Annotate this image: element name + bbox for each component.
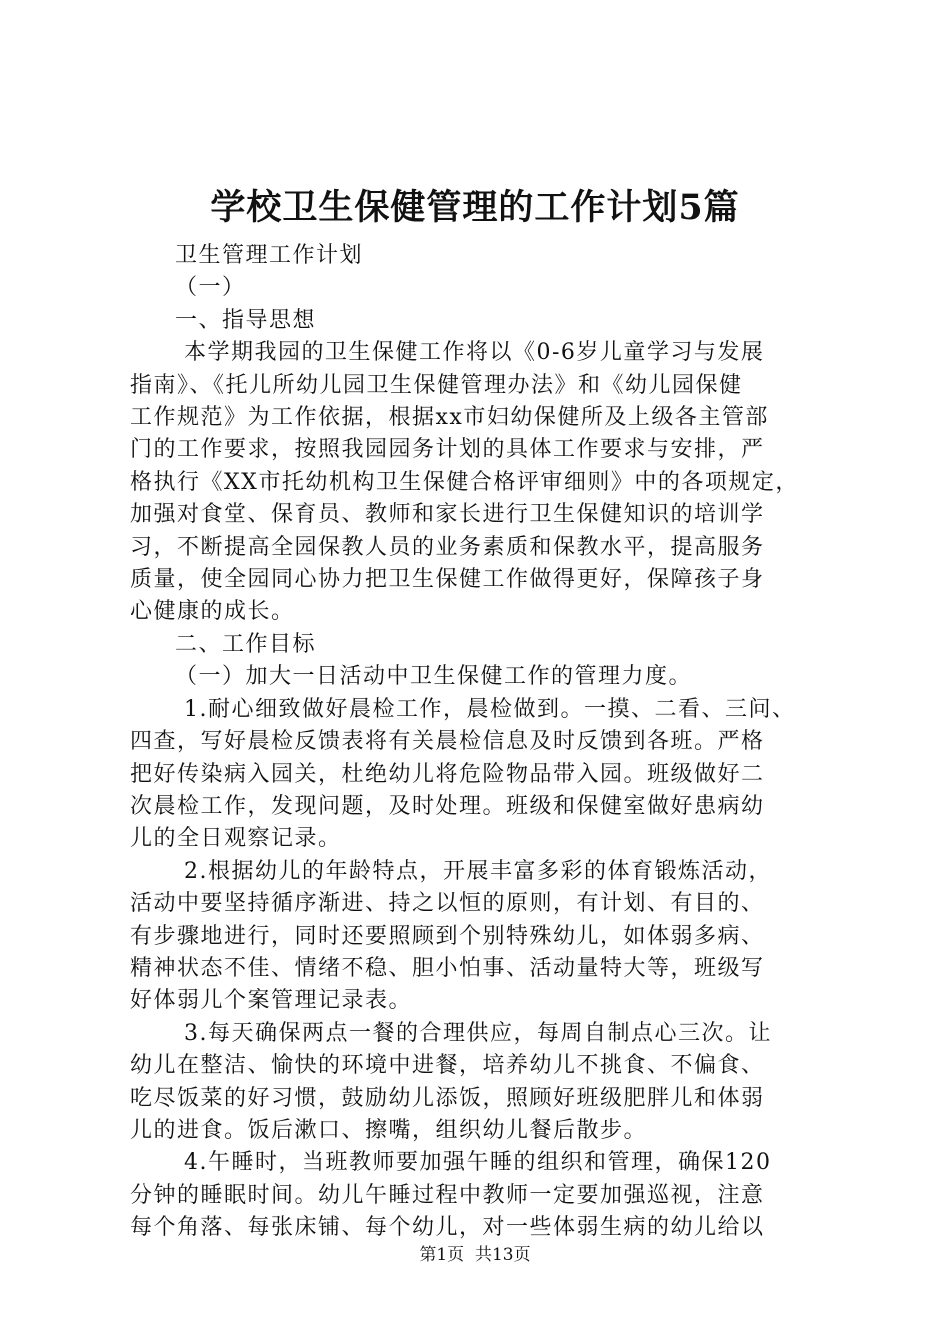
subsection-heading: （一）加大一日活动中卫生保健工作的管理力度。 <box>175 664 693 690</box>
paragraph-line: 幼儿在整洁、愉快的环境中进餐，培养幼儿不挑食、不偏食、 <box>130 1053 765 1079</box>
paragraph-line: 精神状态不佳、情绪不稳、胆小怕事、活动量特大等，班级写 <box>130 955 765 981</box>
paragraph-line: 2.根据幼儿的年龄特点，开展丰富多彩的体育锻炼活动， <box>184 858 772 884</box>
paragraph-line: 3.每天确保两点一餐的合理供应，每周自制点心三次。让 <box>184 1020 772 1046</box>
paragraph-line: 每个角落、每张床铺、每个幼儿，对一些体弱生病的幼儿给以 <box>130 1215 765 1241</box>
document-body <box>130 240 830 1245</box>
paragraph-line: 门的工作要求，按照我园园务计划的具体工作要求与安排，严 <box>130 437 765 463</box>
paragraph-line: 儿的进食。饭后漱口、擦嘴，组织幼儿餐后散步。 <box>130 1117 648 1143</box>
paragraph-line: 儿的全日观察记录。 <box>130 826 342 852</box>
page-number: 第1页 共13页 <box>419 1245 531 1265</box>
paragraph-line: 质量，使全园同心协力把卫生保健工作做得更好，保障孩子身 <box>130 567 765 593</box>
paragraph-line: 工作规范》为工作依据，根据xx市妇幼保健所及上级各主管部 <box>130 405 769 431</box>
section-heading: 二、工作目标 <box>175 631 317 657</box>
paragraph-line: 心健康的成长。 <box>130 599 295 625</box>
paragraph-line: 指南》、《托儿所幼儿园卫生保健管理办法》和《幼儿园保健 <box>130 372 743 398</box>
document-title: 学校卫生保健管理的工作计划5篇 <box>210 187 740 228</box>
paragraph-line: 好体弱儿个案管理记录表。 <box>130 988 413 1014</box>
section-heading: 一、指导思想 <box>175 307 317 333</box>
paragraph-line: 分钟的睡眠时间。幼儿午睡过程中教师一定要加强巡视，注意 <box>130 1182 765 1208</box>
paragraph-line: 4.午睡时，当班教师要加强午睡的组织和管理，确保120 <box>184 1150 772 1176</box>
paragraph-line: 吃尽饭菜的好习惯，鼓励幼儿添饭，照顾好班级肥胖儿和体弱 <box>130 1085 765 1111</box>
paragraph-line: 习，不断提高全园保教人员的业务素质和保教水平，提高服务 <box>130 534 765 560</box>
paragraph-line: 活动中要坚持循序渐进、持之以恒的原则，有计划、有目的、 <box>130 891 765 917</box>
paragraph-line: 次晨检工作，发现问题，及时处理。班级和保健室做好患病幼 <box>130 793 765 819</box>
paragraph-line: 四查，写好晨检反馈表将有关晨检信息及时反馈到各班。严格 <box>130 729 765 755</box>
section-number: （一） <box>175 275 246 301</box>
page-footer <box>0 1244 950 1266</box>
section-heading: 卫生管理工作计划 <box>175 243 364 268</box>
paragraph-line: 加强对食堂、保育员、教师和家长进行卫生保健知识的培训学 <box>130 502 765 528</box>
paragraph-line: 本学期我园的卫生保健工作将以《0-6岁儿童学习与发展 <box>184 340 765 366</box>
paragraph-line: 1.耐心细致做好晨检工作，晨检做到。一摸、二看、三问、 <box>184 696 796 722</box>
paragraph-line: 有步骤地进行，同时还要照顾到个别特殊幼儿，如体弱多病、 <box>130 923 765 949</box>
paragraph-line: 格执行《XX市托幼机构卫生保健合格评审细则》中的各项规定， <box>130 469 799 495</box>
paragraph-line: 把好传染病入园关，杜绝幼儿将危险物品带入园。班级做好二 <box>130 761 765 787</box>
